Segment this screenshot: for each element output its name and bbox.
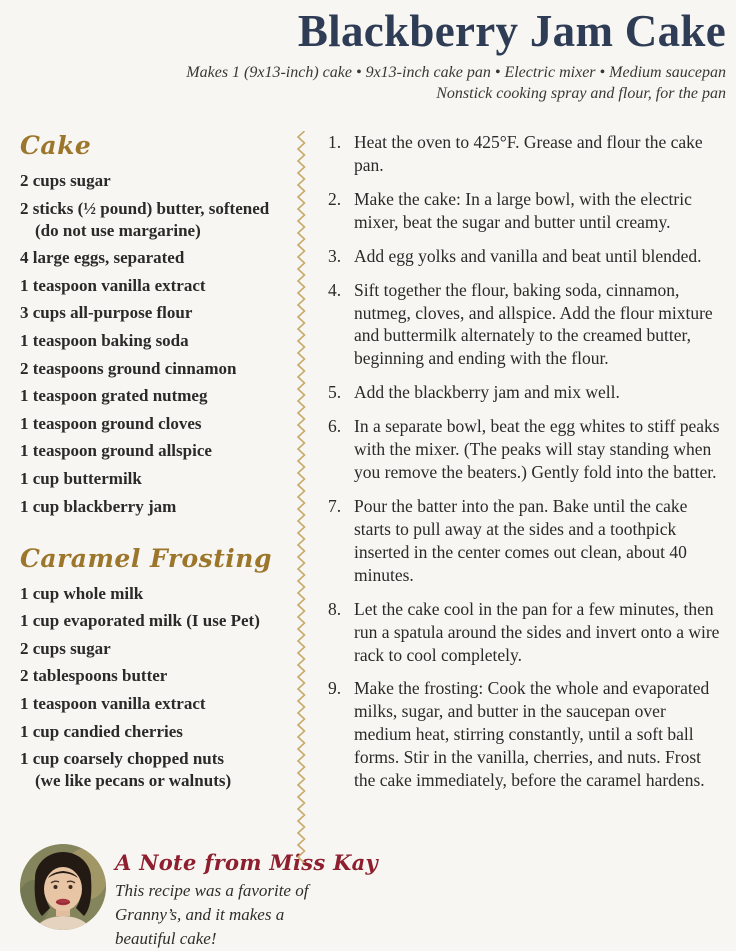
ingredient-text: 1 cup evaporated milk (I use Pet) [20, 611, 260, 631]
directions-list [328, 131, 726, 792]
ingredient-item [20, 748, 284, 792]
step-item [328, 598, 726, 667]
directions-column [318, 131, 728, 951]
ingredient-text: 4 large eggs, separated [20, 248, 185, 268]
ingredient-item [20, 693, 284, 715]
step-item [328, 677, 726, 792]
step-item [328, 495, 726, 587]
step-text: Heat the oven to 425°F. Grease and flour the cake pan. [354, 131, 703, 175]
ingredient-text: 2 tablespoons butter [20, 666, 168, 686]
step-text: In a separate bowl, beat the egg whites to stiff peaks with the mixer. (The peaks will stay standing when you remove the beaters.) Gently fold into the batter. [354, 416, 720, 483]
step-item [328, 415, 726, 484]
ingredient-item [20, 358, 284, 380]
step-number: 6. [328, 416, 342, 437]
ingredient-item [20, 330, 284, 352]
ingredient-note: (we like pecans or walnuts) [35, 771, 232, 791]
ingredient-text: 1 teaspoon grated nutmeg [20, 386, 208, 406]
step-text: Add egg yolks and vanilla and beat until blended. [354, 245, 702, 266]
ingredient-item [20, 638, 284, 660]
page-header [20, 6, 728, 105]
ingredient-item [20, 721, 284, 743]
ingredient-item [20, 247, 284, 269]
ingredient-item [20, 302, 284, 324]
cake-ingredient-list [20, 170, 284, 518]
recipe-equipment-line: Nonstick cooking spray and flour, for the pan [436, 85, 726, 103]
ingredient-text: 1 teaspoon ground allspice [20, 441, 212, 461]
ingredient-text: 1 teaspoon baking soda [20, 331, 189, 351]
ingredient-item [20, 413, 284, 435]
step-number: 7. [328, 495, 342, 516]
ingredient-item [20, 170, 284, 192]
ingredient-item [20, 440, 284, 462]
miss-kay-photo [20, 844, 106, 930]
step-number: 4. [328, 279, 342, 300]
step-text: Let the cake cool in the pan for a few minutes, then run a spatula around the sides and invert onto a wire rack to cool completely. [354, 598, 720, 665]
step-item [328, 279, 726, 371]
step-text: Make the cake: In a large bowl, with the electric mixer, beat the sugar and butter until creamy. [354, 188, 692, 232]
step-number: 9. [328, 678, 342, 699]
ingredient-item [20, 610, 284, 632]
ingredient-item [20, 198, 284, 242]
recipe-yield-line: Makes 1 (9x13-inch) cake • 9x13-inch cake pan • Electric mixer • Medium saucepan [186, 64, 726, 82]
ingredient-text: 1 cup whole milk [20, 583, 144, 603]
ingredient-item [20, 665, 284, 687]
zigzag-line [295, 131, 308, 863]
step-text: Pour the batter into the pan. Bake until the cake starts to pull away at the sides and a toothpick inserted in the center comes out clean, about 40 minutes. [354, 495, 688, 585]
ingredient-item [20, 496, 284, 518]
ingredient-text: 1 cup buttermilk [20, 469, 142, 489]
step-item [328, 131, 726, 177]
recipe-meta [20, 63, 726, 105]
step-text: Add the blackberry jam and mix well. [354, 382, 620, 403]
ingredient-text: 2 teaspoons ground cinnamon [20, 358, 237, 378]
step-item [328, 188, 726, 234]
ingredient-item [20, 385, 284, 407]
ingredient-text: 2 cups sugar [20, 638, 111, 658]
frosting-ingredients-section [20, 544, 284, 793]
ingredient-text: 2 sticks (½ pound) butter, softened [20, 198, 270, 218]
ingredient-text: 1 teaspoon vanilla extract [20, 275, 206, 295]
note-text: This recipe was a favorite of Granny’s, and it makes a beautiful cake! [115, 881, 309, 949]
step-number: 3. [328, 245, 342, 266]
ingredients-column [20, 130, 379, 951]
step-number: 2. [328, 188, 342, 209]
page-title: Blackberry Jam Cake [297, 6, 726, 56]
frosting-section-heading: Caramel Frosting [20, 543, 272, 573]
cake-ingredients-section [20, 131, 284, 518]
step-text: Make the frosting: Cook the whole and evaporated milks, sugar, and butter in the saucepan over medium heat, stirring constantly, until a soft ball forms. Stir in the vanilla, cherries, and nuts. Frost the cake immediately, before the caramel hardens. [354, 678, 710, 791]
step-item [328, 245, 726, 268]
ingredient-text: 2 cups sugar [20, 170, 111, 190]
ingredient-note: (do not use margarine) [35, 220, 201, 240]
ingredient-text: 1 teaspoon vanilla extract [20, 694, 206, 714]
step-number: 1. [328, 131, 342, 152]
ingredient-text: 1 teaspoon ground cloves [20, 413, 202, 433]
step-number: 5. [328, 382, 342, 403]
ingredient-item [20, 583, 284, 605]
note-heading: A Note from Miss Kay [115, 850, 379, 876]
frosting-ingredient-list [20, 583, 284, 793]
step-number: 8. [328, 598, 342, 619]
ingredient-text: 1 cup coarsely chopped nuts [20, 749, 225, 769]
ingredient-item [20, 275, 284, 297]
ingredient-item [20, 468, 284, 490]
cake-section-heading: Cake [20, 130, 92, 160]
miss-kay-note [20, 844, 379, 950]
ingredient-text: 1 cup candied cherries [20, 721, 183, 741]
step-text: Sift together the flour, baking soda, cinnamon, nutmeg, cloves, and allspice. Add the flour mixture and buttermilk alternately to the creamed butter, beginning and ending with the flour. [354, 279, 713, 369]
recipe-body [20, 131, 728, 951]
ingredient-text: 1 cup blackberry jam [20, 496, 177, 516]
zigzag-divider [284, 131, 318, 951]
step-item [328, 381, 726, 404]
ingredient-text: 3 cups all-purpose flour [20, 303, 193, 323]
portrait-illustration [20, 844, 106, 930]
